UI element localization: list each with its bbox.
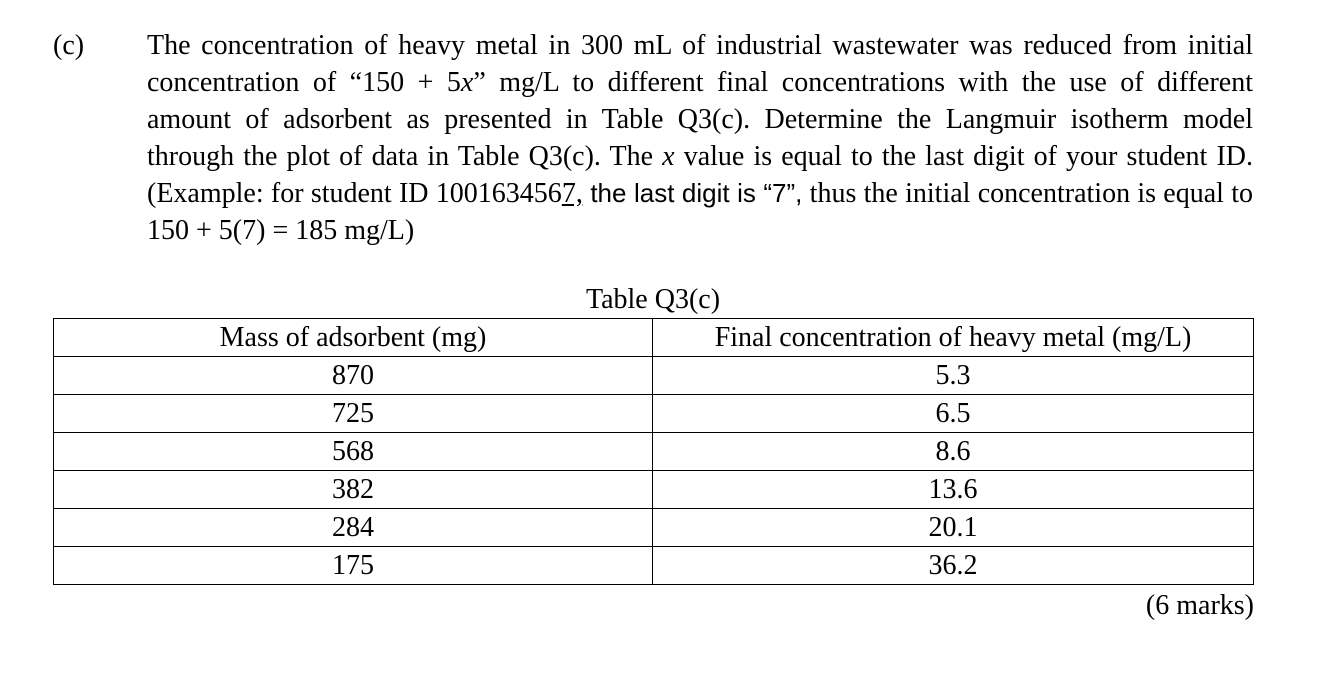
question-text-part-3: value is equal to the last digit of your student ID. (Example: for student ID 100163456 <box>147 141 1253 209</box>
table-row <box>54 471 1254 509</box>
table-row <box>54 433 1254 471</box>
cell-concentration: 6.5 <box>653 395 1254 433</box>
underlined-digit: 7, <box>561 178 583 209</box>
table-caption: Table Q3(c) <box>585 284 721 315</box>
cell-concentration: 20.1 <box>653 509 1254 547</box>
question-text <box>147 27 1253 249</box>
marks-label: (6 marks) <box>1145 590 1254 621</box>
variable-x: x <box>460 67 474 98</box>
cell-mass: 870 <box>54 357 653 395</box>
question-text-part-4: the last digit is “7”, <box>582 178 803 208</box>
cell-concentration: 8.6 <box>653 433 1254 471</box>
data-table <box>53 318 1254 585</box>
column-header-concentration: Final concentration of heavy metal (mg/L) <box>653 319 1254 357</box>
cell-concentration: 5.3 <box>653 357 1254 395</box>
question-text-part-5: thus the initial concentration is equal to 150 + 5(7) = 185 mg/L) <box>147 178 1253 246</box>
cell-mass: 568 <box>54 433 653 471</box>
cell-mass: 382 <box>54 471 653 509</box>
cell-mass: 725 <box>54 395 653 433</box>
table-row <box>54 357 1254 395</box>
cell-concentration: 36.2 <box>653 547 1254 585</box>
variable-x: x <box>662 141 675 172</box>
column-header-mass: Mass of adsorbent (mg) <box>54 319 653 357</box>
cell-mass: 284 <box>54 509 653 547</box>
question-text-part-1: The concentration of heavy metal in 300 mL of industrial wastewater was reduced from initial concentration of “150 + 5 <box>147 30 1253 98</box>
table-row <box>54 395 1254 433</box>
cell-concentration: 13.6 <box>653 471 1254 509</box>
table-header-row <box>54 319 1254 357</box>
question-text-part-2: ” mg/L to different final concentrations with the use of different amount of adsorbent as presented in Table Q3(c). Determine the Langmuir isotherm model through the plot of data in Table Q3(c). The <box>147 67 1253 172</box>
table-row <box>54 547 1254 585</box>
question-label: (c) <box>53 30 85 61</box>
table-row <box>54 509 1254 547</box>
cell-mass: 175 <box>54 547 653 585</box>
